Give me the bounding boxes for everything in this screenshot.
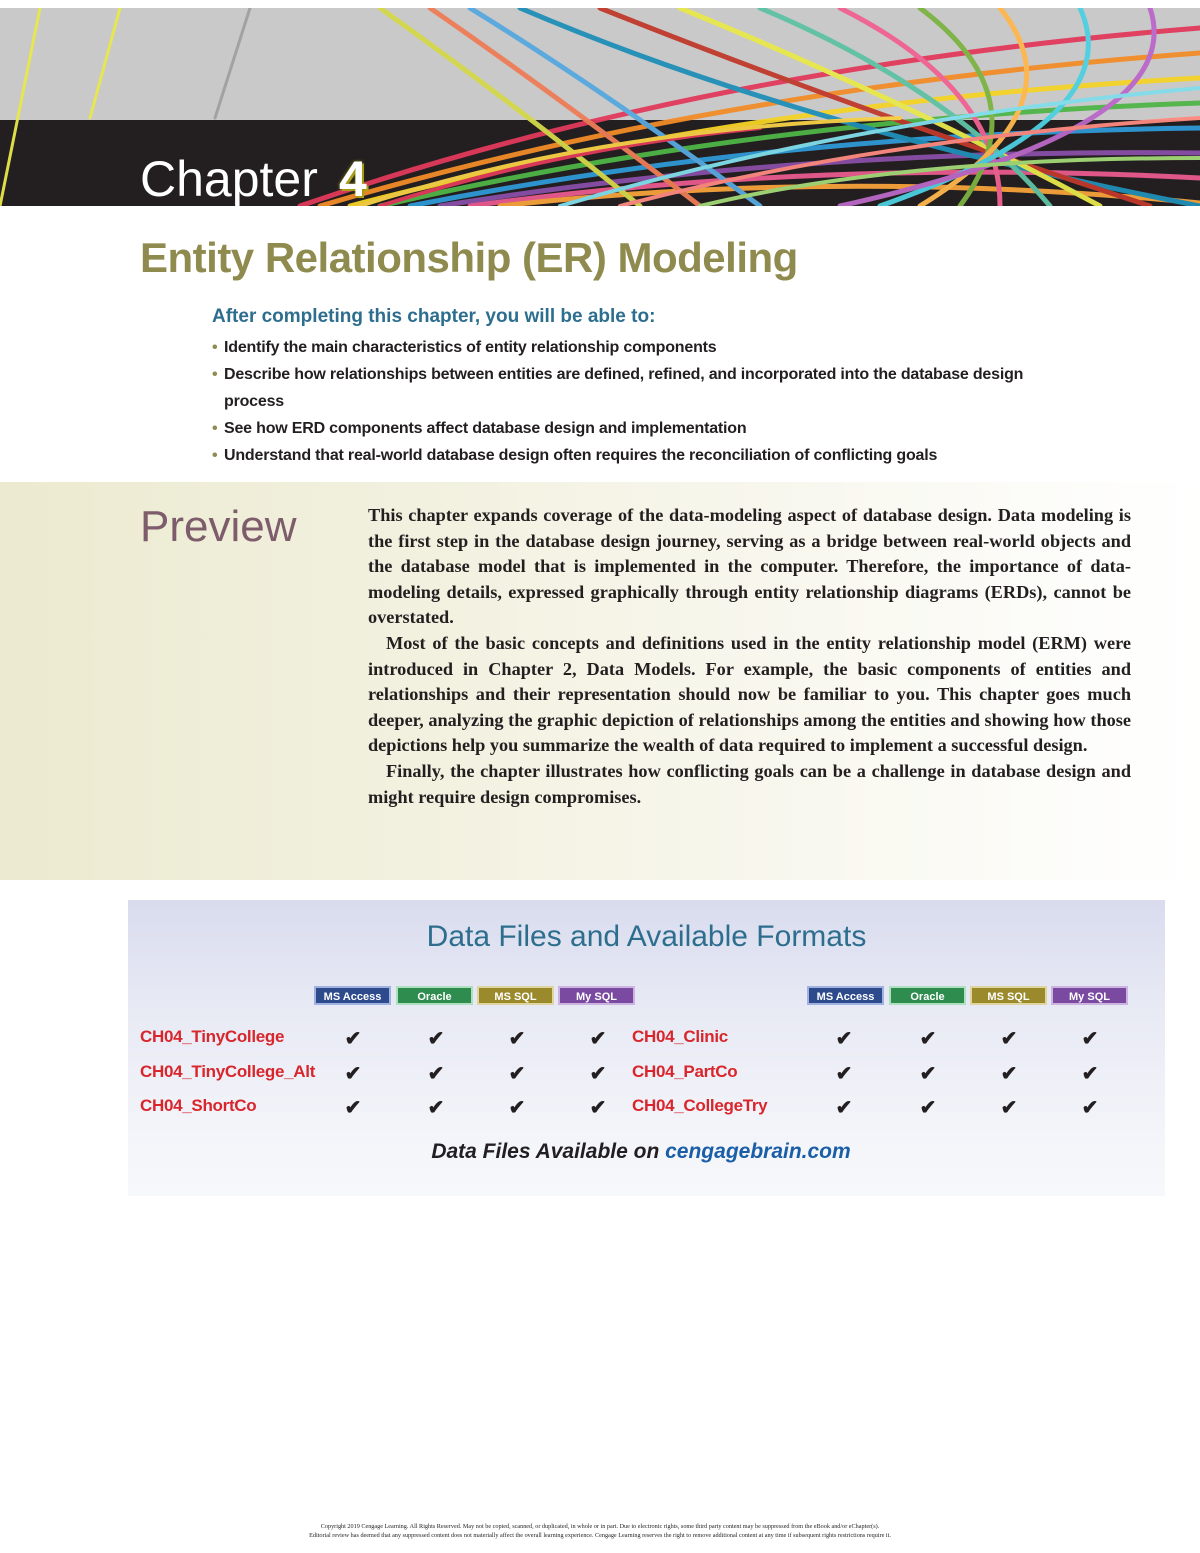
chapter-label: Chapter bbox=[140, 151, 318, 206]
availability-prefix: Data Files Available on bbox=[431, 1140, 660, 1163]
check-icon: ✔ bbox=[919, 1097, 937, 1119]
data-file-name[interactable]: CH04_PartCo bbox=[632, 1062, 738, 1081]
check-icon: ✔ bbox=[919, 1028, 937, 1050]
check-icon: ✔ bbox=[427, 1028, 445, 1050]
preview-title: Preview bbox=[140, 502, 297, 551]
preview-paragraph: Most of the basic concepts and definitions used in the entity relationship model (ERM) were introduced in Chapter 2, Data Models. For example, the basic components of entities and relationships and their representation should now be familiar to you. This chapter goes much deeper, analyzing the graphic depiction of relationships among the entities and showing how those depictions help you summarize the wealth of data required to implement a successful design. bbox=[368, 632, 1131, 756]
learning-objectives bbox=[212, 306, 1042, 469]
format-badge-ms-sql: MS SQL bbox=[477, 986, 554, 1005]
check-icon: ✔ bbox=[1000, 1063, 1018, 1085]
check-icon: ✔ bbox=[508, 1028, 526, 1050]
format-badge-ms-access: MS Access bbox=[314, 986, 391, 1005]
data-files-title: Data Files and Available Formats bbox=[426, 920, 867, 953]
data-file-name[interactable]: CH04_ShortCo bbox=[140, 1096, 257, 1115]
check-icon: ✔ bbox=[344, 1063, 362, 1085]
objective-item: • See how ERD components affect database design and implementation bbox=[212, 415, 1042, 442]
objective-item: • Understand that real-world database design often requires the reconciliation of conflicting goals bbox=[212, 442, 1042, 469]
check-icon: ✔ bbox=[344, 1028, 362, 1050]
check-icon: ✔ bbox=[589, 1097, 607, 1119]
check-icon: ✔ bbox=[508, 1097, 526, 1119]
bullet-icon: • bbox=[212, 366, 218, 383]
chapter-banner bbox=[0, 8, 1200, 206]
preview-paragraph: This chapter expands coverage of the data-modeling aspect of database design. Data modeling is the first step in the database design journey, serving as a bridge between real-world objects and the database model that is implemented in the computer. Therefore, the importance of data-modeling details, expressed graphically through entity relationship diagrams (ERDs), cannot be overstated. bbox=[368, 505, 1131, 628]
data-file-name[interactable]: CH04_Clinic bbox=[632, 1027, 728, 1046]
check-icon: ✔ bbox=[1000, 1028, 1018, 1050]
check-icon: ✔ bbox=[919, 1063, 937, 1085]
objectives-list bbox=[212, 334, 1042, 469]
objectives-heading: After completing this chapter, you will be able to: bbox=[212, 306, 656, 327]
copyright-line-2: Editorial review has deemed that any suppressed content does not materially affect the overall learning experience. Cengage Learning reserves the right to remove additional content at any time if subsequent rights restrictions require it. bbox=[309, 1532, 891, 1539]
format-badge-oracle: Oracle bbox=[889, 986, 966, 1005]
format-badge-ms-access: MS Access bbox=[807, 986, 884, 1005]
check-icon: ✔ bbox=[427, 1063, 445, 1085]
check-icon: ✔ bbox=[1081, 1028, 1099, 1050]
check-icon: ✔ bbox=[1081, 1097, 1099, 1119]
chapter-number: 4 bbox=[339, 151, 367, 206]
bullet-icon: • bbox=[212, 339, 218, 356]
chapter-title: Entity Relationship (ER) Modeling bbox=[140, 234, 798, 281]
check-icon: ✔ bbox=[835, 1028, 853, 1050]
preview-body bbox=[368, 503, 1131, 810]
check-icon: ✔ bbox=[835, 1063, 853, 1085]
copyright-line-1: Copyright 2019 Cengage Learning. All Rights Reserved. May not be copied, scanned, or duplicated, in whole or in part. Due to electronic rights, some third party content may be suppressed from the eBook and/or eChapter(s). bbox=[320, 1523, 880, 1530]
check-icon: ✔ bbox=[835, 1097, 853, 1119]
data-file-name[interactable]: CH04_CollegeTry bbox=[632, 1096, 768, 1115]
bullet-icon: • bbox=[212, 447, 218, 464]
data-files-availability bbox=[0, 1140, 1200, 1164]
check-icon: ✔ bbox=[508, 1063, 526, 1085]
data-file-name[interactable]: CH04_TinyCollege_Alt bbox=[140, 1062, 316, 1081]
objective-item: • Identify the main characteristics of entity relationship components bbox=[212, 334, 1042, 361]
cengagebrain-link[interactable]: cengagebrain.com bbox=[665, 1140, 851, 1163]
format-badge-my-sql: My SQL bbox=[1051, 986, 1128, 1005]
check-icon: ✔ bbox=[344, 1097, 362, 1119]
format-badge-my-sql: My SQL bbox=[558, 986, 635, 1005]
data-file-name[interactable]: CH04_TinyCollege bbox=[140, 1027, 285, 1046]
check-icon: ✔ bbox=[589, 1063, 607, 1085]
format-badge-ms-sql: MS SQL bbox=[970, 986, 1047, 1005]
objective-item: • Describe how relationships between entities are defined, refined, and incorporated into the database design process bbox=[212, 361, 1042, 415]
check-icon: ✔ bbox=[427, 1097, 445, 1119]
copyright-footer bbox=[0, 1522, 1200, 1540]
check-icon: ✔ bbox=[1000, 1097, 1018, 1119]
check-icon: ✔ bbox=[589, 1028, 607, 1050]
preview-paragraph: Finally, the chapter illustrates how conflicting goals can be a challenge in database design and might require design compromises. bbox=[368, 760, 1131, 807]
format-badge-oracle: Oracle bbox=[396, 986, 473, 1005]
check-icon: ✔ bbox=[1081, 1063, 1099, 1085]
bullet-icon: • bbox=[212, 420, 218, 437]
